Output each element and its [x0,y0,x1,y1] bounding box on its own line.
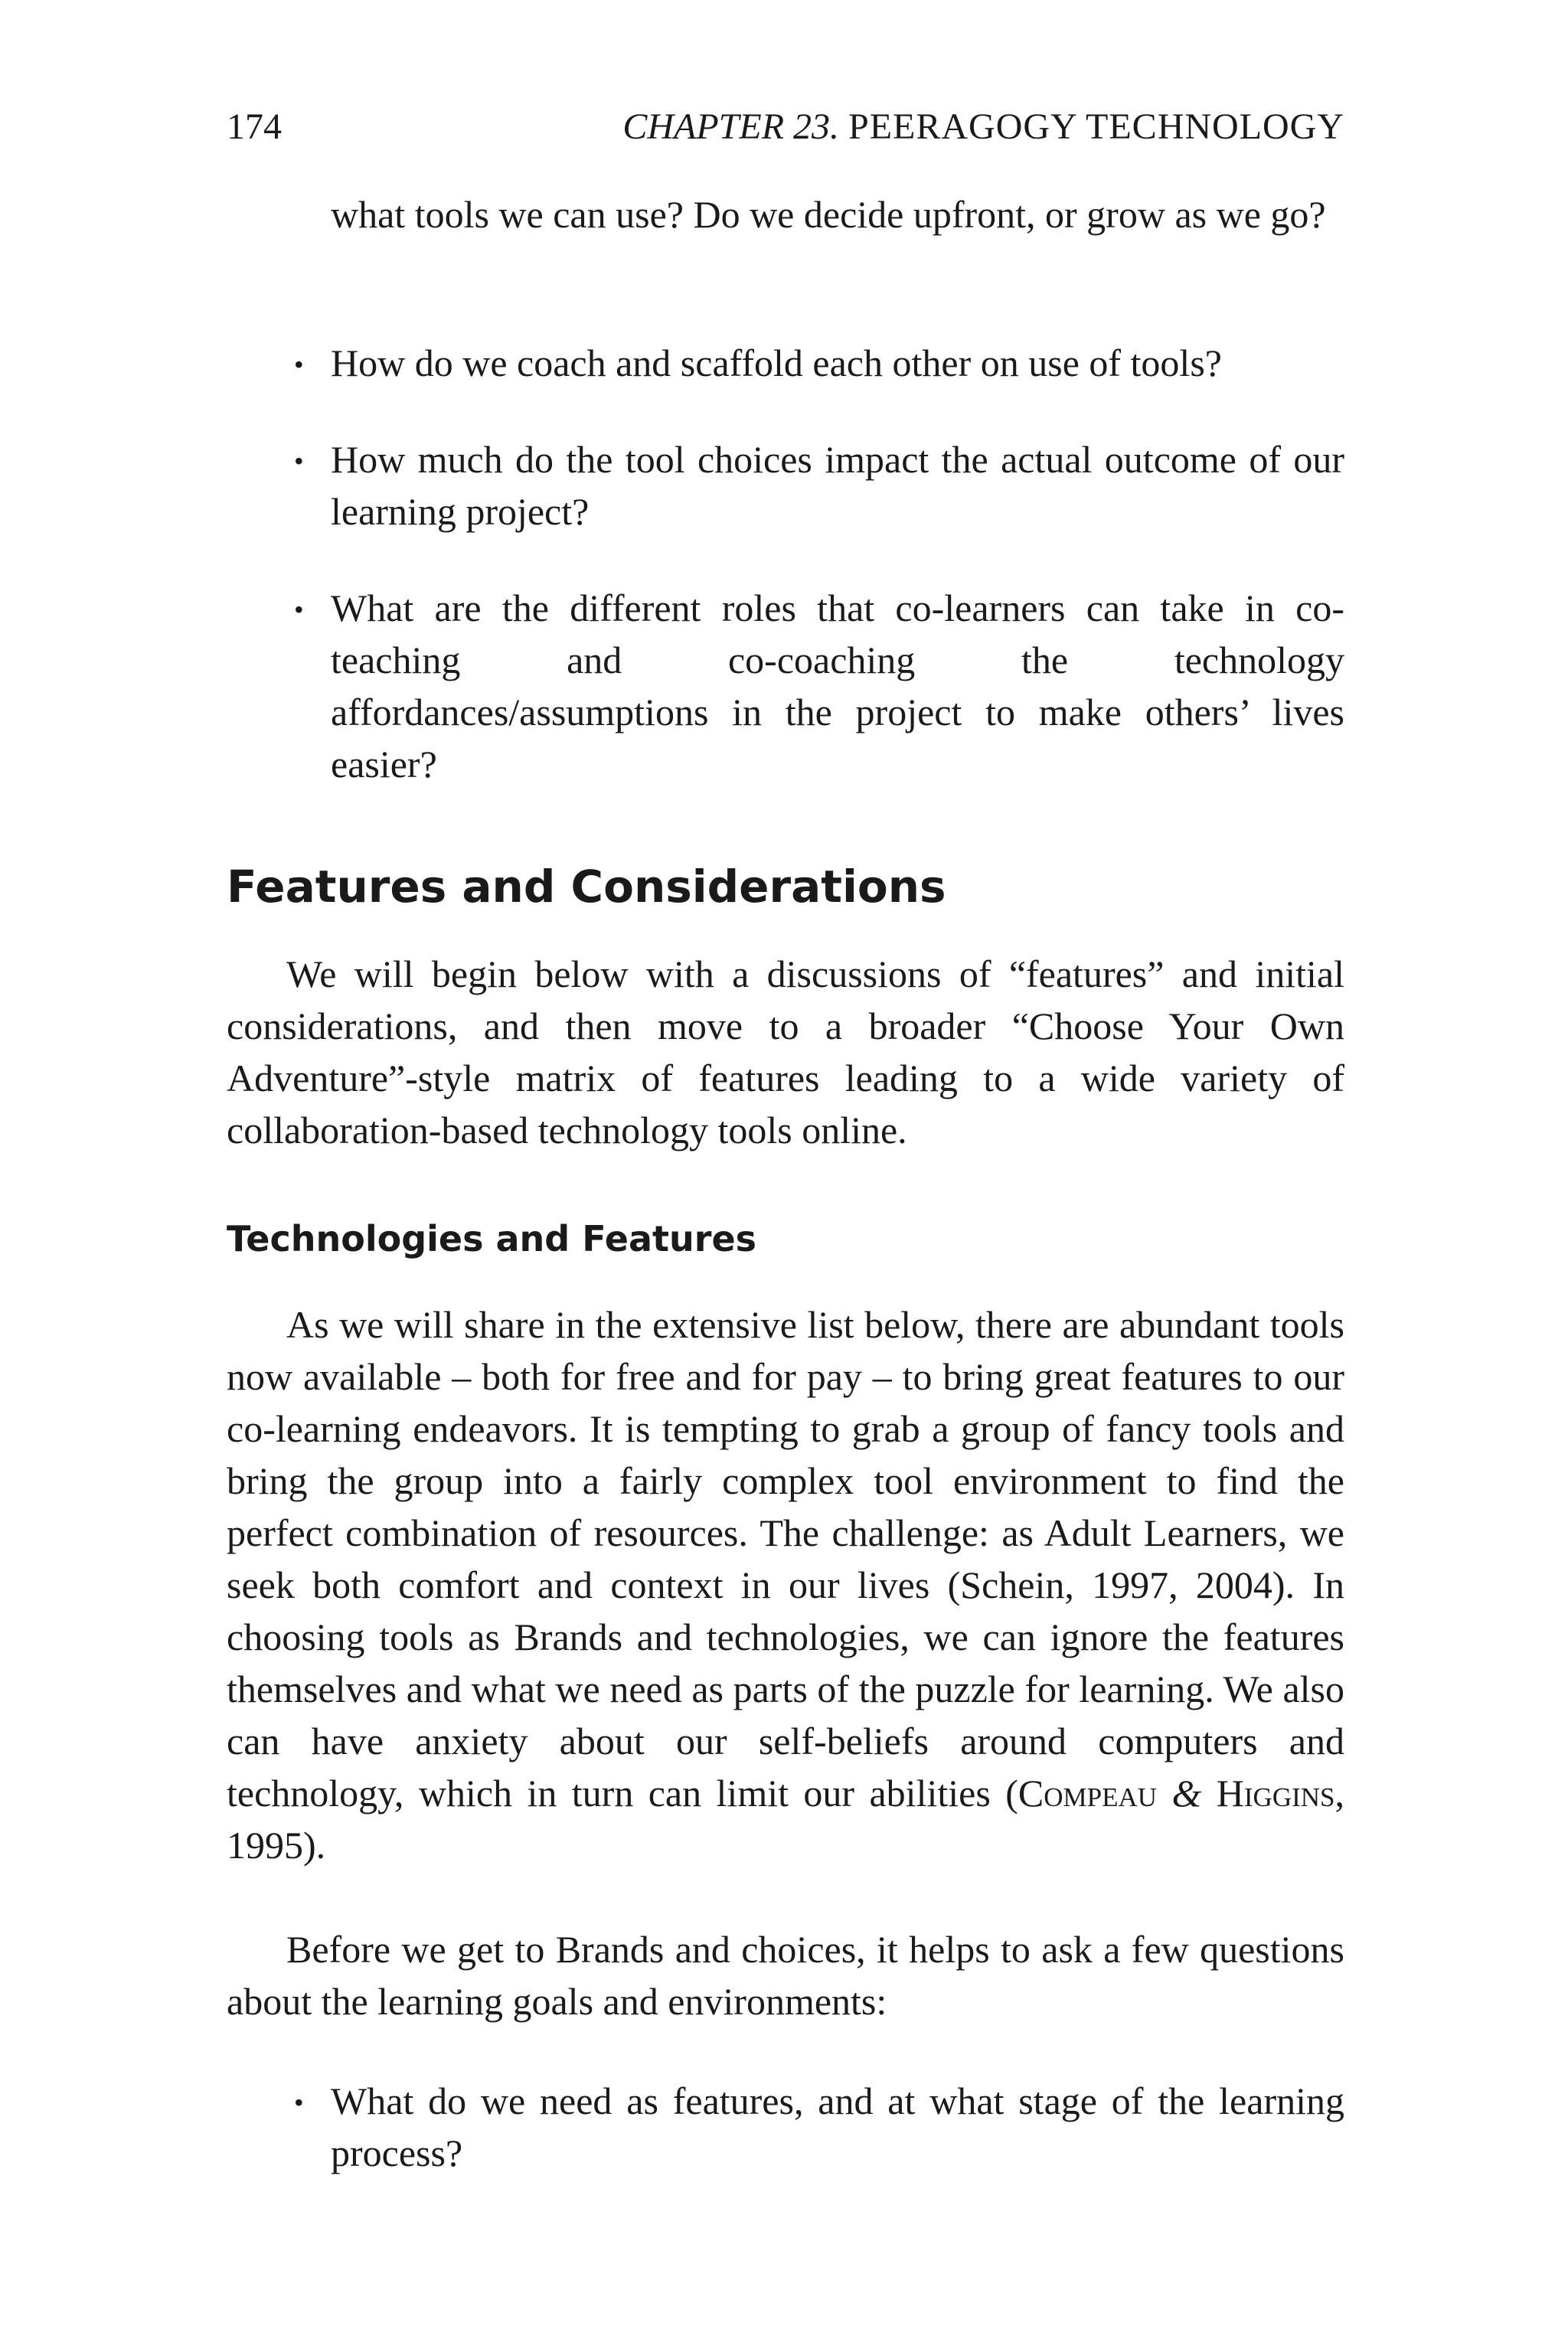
top-question-list [227,337,1344,790]
list-item [227,433,1344,537]
list-item [227,2075,1344,2179]
list-item-text: What do we need as features, and at what stage of the learning process? [331,2079,1344,2174]
running-head [227,96,1344,158]
bullet-icon: • [294,349,304,380]
continued-list-item: what tools we can use? Do we decide upfront, or grow as we go? [331,193,1326,236]
chapter-label: CHAPTER 23. [622,106,840,147]
page-number: 174 [227,106,282,147]
chapter-title: PEERAGOGY TECHNOLOGY [848,106,1344,147]
section-heading-features: Features and Considerations [227,861,946,913]
bullet-icon: • [294,446,304,476]
technologies-paragraph-1 [227,1298,1344,1871]
citation-ampersand: & [1171,1772,1202,1815]
bottom-question-list [227,2075,1344,2179]
list-item [227,337,1344,389]
paragraph-text: As we will share in the extensive list below, there are abundant tools now available – both for free and for pay – to bring great features to our co-learning endeavors. It is tempting to grab a group of fancy tools and bring the group into a fairly complex tool environment to find the perfect combination of resources. The challenge: as Adult Learners, we seek both comfort and context in our lives (Schein, 1997, 2004). In choosing tools as Brands and technologies, we can ignore the features themselves and what we need as parts of the puzzle for learning. We also can have anxiety about our self-beliefs around computers and technology, which in turn can limit our abilities ( [227,1303,1344,1815]
features-intro-paragraph: We will begin below with a discussions of “features” and initial considerations, and then move to a broader “Choose Your Own Adventure”-style matrix of features leading to a wide variety of collaboration-based technology tools online. [227,952,1344,1152]
subsection-heading-technologies: Technologies and Features [227,1218,757,1259]
bullet-icon: • [294,594,304,625]
citation-year: , 1995). [227,1772,1344,1867]
list-item-text: What are the different roles that co-learners can take in co-teaching and co-coaching the technology affordances/assumptions in the project to make others’ lives easier? [331,586,1344,786]
list-item-text: How do we coach and scaffold each other on use of tools? [331,341,1222,384]
chapter-heading [622,96,1344,158]
citation-author-higgins: Higgins [1216,1772,1335,1815]
citation-author-compeau: Compeau [1018,1772,1158,1815]
technologies-paragraph-2: Before we get to Brands and choices, it helps to ask a few questions about the learning goals and environments: [227,1928,1344,2023]
list-item-text: How much do the tool choices impact the actual outcome of our learning project? [331,438,1344,533]
bullet-icon: • [294,2087,304,2118]
list-item [227,582,1344,790]
